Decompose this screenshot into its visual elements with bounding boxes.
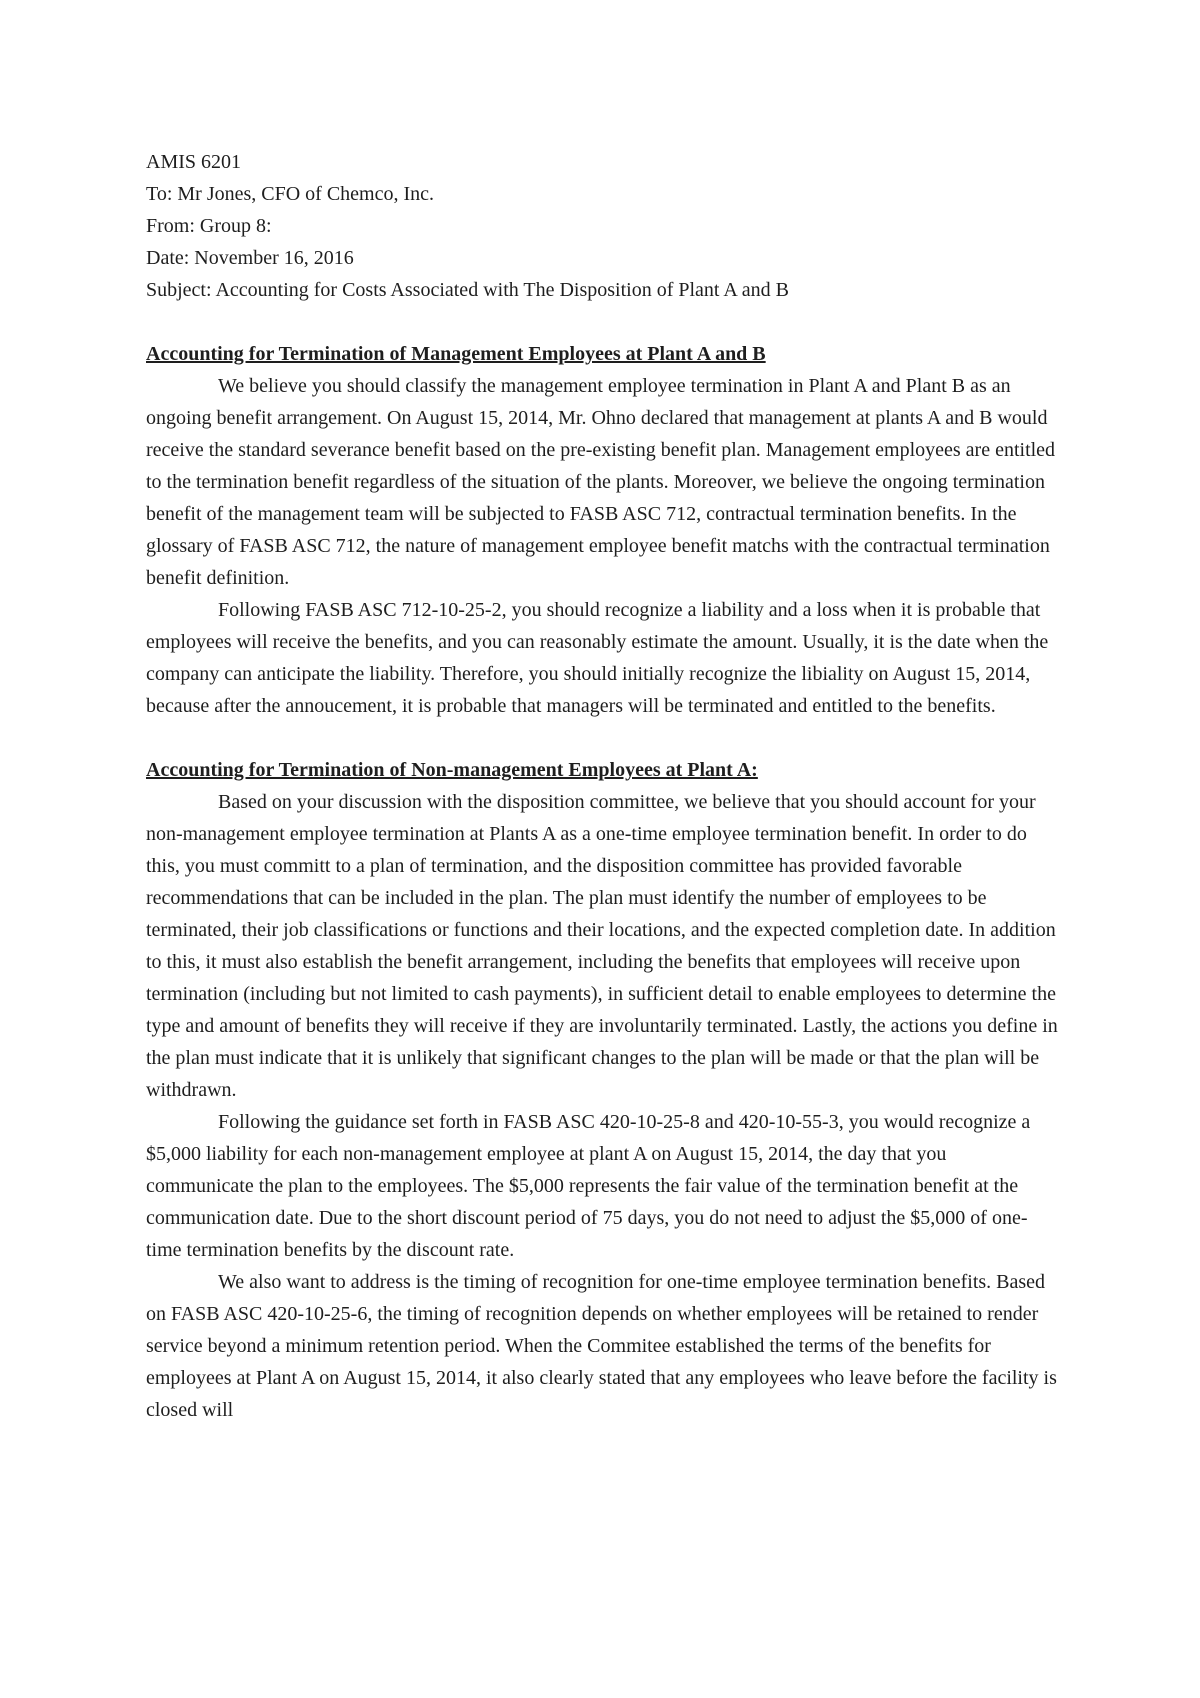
- spacer: [146, 722, 1058, 754]
- memo-from: From: Group 8:: [146, 215, 272, 237]
- memo-subject: Subject: Accounting for Costs Associated with The Disposition of Plant A and B: [146, 279, 789, 301]
- paragraph: Following FASB ASC 712-10-25-2, you should recognize a liability and a loss when it is probable that employees will receive the benefits, and you can reasonably estimate the amount. Usually, it is the date when the company can anticipate the liability. Therefore, you should initially recognize the libiality on August 15, 2014, because after the annoucement, it is probable that managers will be terminated and entitled to the benefits.: [146, 599, 1049, 717]
- paragraph: Based on your discussion with the disposition committee, we believe that you should account for your non-management employee termination at Plants A as a one-time employee termination benefit. In order to do this, you must committ to a plan of termination, and the disposition committee has provided favorable recommendations that can be included in the plan. The plan must identify the number of employees to be terminated, their job classifications or functions and their locations, and the expected completion date. In addition to this, it must also establish the benefit arrangement, including the benefits that employees will receive upon termination (including but not limited to cash payments), in sufficient detail to enable employees to determine the type and amount of benefits they will receive if they are involuntarily terminated. Lastly, the actions you define in the plan must indicate that it is unlikely that significant changes to the plan will be made or that the plan will be withdrawn.: [146, 791, 1058, 1101]
- paragraph: Following the guidance set forth in FASB ASC 420-10-25-8 and 420-10-55-3, you would recognize a $5,000 liability for each non-management employee at plant A on August 15, 2014, the day that you communicate the plan to the employees. The $5,000 represents the fair value of the termination benefit at the communication date. Due to the short discount period of 75 days, you do not need to adjust the $5,000 of one-time termination benefits by the discount rate.: [146, 1111, 1031, 1261]
- section-heading-non-management: Accounting for Termination of Non-management Employees at Plant A:: [146, 759, 758, 781]
- paragraph: We believe you should classify the management employee termination in Plant A and Plant B as an ongoing benefit arrangement. On August 15, 2014, Mr. Ohno declared that management at plants A and B would receive the standard severance benefit based on the pre-existing benefit plan. Management employees are entitled to the termination benefit regardless of the situation of the plants. Moreover, we believe the ongoing termination benefit of the management team will be subjected to FASB ASC 712, contractual termination benefits. In the glossary of FASB ASC 712, the nature of management employee benefit matchs with the contractual termination benefit definition.: [146, 375, 1056, 589]
- memo-date: Date: November 16, 2016: [146, 247, 354, 269]
- course-code: AMIS 6201: [146, 151, 242, 173]
- spacer: [146, 306, 1058, 338]
- section-heading-management: Accounting for Termination of Management Employees at Plant A and B: [146, 343, 766, 365]
- memo-to: To: Mr Jones, CFO of Chemco, Inc.: [146, 183, 435, 205]
- paragraph: We also want to address is the timing of recognition for one-time employee termination benefits. Based on FASB ASC 420-10-25-6, the timing of recognition depends on whether employees will be retained to render service beyond a minimum retention period. When the Commitee established the terms of the benefits for employees at Plant A on August 15, 2014, it also clearly stated that any employees who leave before the facility is closed will: [146, 1271, 1057, 1421]
